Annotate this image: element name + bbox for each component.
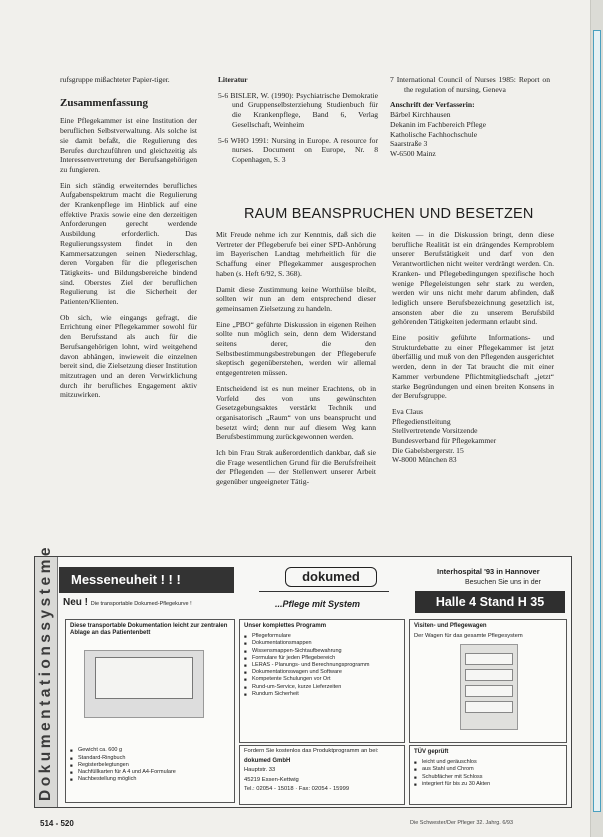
list-item: ■ aus Stahl und Chrom [414,766,562,773]
signature-line: Eva Claus [392,406,424,416]
dokumed-logo: dokumed [285,567,377,587]
next-page-strip [593,30,601,812]
address-line: Bärbel Kirchhausen [390,110,451,120]
messe-banner: Messeneuheit ! ! ! [59,567,234,593]
column-1 [60,75,197,406]
journal-footer: Die Schwester/Der Pfleger 32. Jahrg. 6/93 [410,820,514,826]
contact-intro: Fordern Sie kostenlos das Produktprogramm an bei: [244,748,379,754]
list-item: ■ LERAS - Planungs- und Berechnungsprogramm [244,662,400,669]
binder-image [84,650,204,718]
contact-phone: Tel.: 02054 - 15018 · Fax: 02054 - 15999 [244,786,350,792]
signature-line: Bundesverband für Pflegekammer [392,436,497,446]
cart-drawer [465,685,513,697]
box-heading: Visiten- und Pflegewagen [414,623,487,629]
cart-drawer [465,669,513,681]
contact-city: 45219 Essen-Kettwig [244,776,299,783]
ad-body [59,619,569,805]
neu-label: Neu ! [63,597,88,608]
signature-line: Pflegedienstleitung [392,416,451,426]
ad-side-text: Dokumentationssysteme [37,544,54,801]
ad-box-portable [65,619,235,803]
signature-line: W-8000 München 83 [392,455,457,465]
address-line: W-6500 Mainz [390,148,436,158]
list-item: ■ Nachfüllkarten für A 4 und A4-Formulare [70,769,230,776]
list-item: ■ Schubfächer mit Schloss [414,774,562,781]
list-item: ■ Nachbestellung möglich [70,776,230,783]
literature-heading: Literatur [218,75,248,84]
list-item: ■ integriert für bis zu 30 Akten [414,781,562,788]
list-item: ■ Dokumentationsmappen [244,640,400,647]
list-item: ■ Pflegeformulare [244,633,400,640]
address-line: Katholische Fachhochschule [390,129,478,139]
address-line: Dekanin im Fachbereich Pflege [390,119,486,129]
list-item: ■ Dokumentationswagen und Software [244,669,400,676]
column-4 [216,230,376,493]
article-headline: RAUM BEANSPRUCHEN UND BESETZEN [244,206,534,222]
interhospital-line: Interhospital '93 in Hannover [437,567,540,576]
visit-line: Besuchen Sie uns in der [465,579,541,586]
paragraph: Ein sich ständig erweiterndes berufliches Aufgabenspektrum macht die Regulierung der Krankenpflege im Hinblick auf eine effektive Praxis sowie eine den derzeitigen Anforderungen gerecht werdende Ausbildung erforderlich. Das Regulierungssystem findet in den Kammersatzungen seinen Niederschlag, deren Vorgaben für die pflegerischen Tätigkeits- und Bildungsbereiche bindend sind. Oberstes Ziel der beruflichen Regulierung ist die Sicherheit der Patienten/Klienten. [60,180,197,307]
cart-drawer [465,701,513,713]
column-2-literature [218,75,378,171]
ad-box-contact [239,745,405,805]
column-5 [392,230,554,465]
feature-list [70,747,230,783]
ad-slogan: ...Pflege mit System [275,599,361,609]
page-edge [590,0,603,837]
paragraph: Ob sich, wie eingangs gefragt, die Errichtung einer Pflegekammer sowohl für den Berufsstand als auch für die Berufsangehörigen lohnt, wird weitgehend davon abhängen, inwieweit die einzelnen bereit sind, die Zielsetzung dieser Institution mitzutragen und an deren Verwirklichung durch ihr berufliches Engagement aktiv mitzuwirken. [60,312,197,400]
box-heading: Unser komplettes Programm [244,623,327,629]
advertisement [34,544,572,808]
list-item: ■ Gewicht ca. 600 g [70,747,230,754]
section-heading: Zusammenfassung [60,96,149,109]
feature-list [414,759,562,788]
paragraph: Eine Pflegekammer ist eine Institution der beruflichen Selbstverwaltung. Als solche ist sie damit befaßt, die Regulierung des Berufes durchzuführen und gleichzeitig als Interessenvertretung der Berufsangehörigen zu fungieren. [60,116,197,174]
paragraph: Mit Freude nehme ich zur Kenntnis, daß sich die Vertreter der Pflegeberufe bei einer SPD-Anhörung im Bayerischen Landtag mehrheitlich für die Schaffung einer Pflegekammer ausgesprochen haben (s. Heft 6/92, S. 368). [216,230,376,278]
contact-company: dokumed GmbH [244,757,291,764]
halle-banner: Halle 4 Stand H 35 [415,591,565,613]
list-item: ■ leicht und geräuschlos [414,759,562,766]
box-heading: Diese transportable Dokumentation leicht zur zentralen Ablage an das Patientenbett [70,623,228,637]
address-heading: Anschrift der Verfasserin: [390,100,475,110]
ad-box-program [239,619,405,743]
box-heading: TÜV geprüft [414,749,449,755]
neu-line [63,597,192,608]
column-3-address [390,75,550,159]
reference: 7 International Council of Nurses 1985: Report on the regulation of nursing, Geneva [390,75,550,94]
ad-box-cart [409,619,567,743]
list-item: ■ Rundum Sicherheit [244,691,400,698]
list-item: ■ Wissensmappen-Sichtaufbewahrung [244,648,400,655]
program-list [244,633,400,698]
list-item: ■ Rund-um-Service, kurze Lieferzeiten [244,684,400,691]
paragraph: Eine „PBO“ geführte Diskussion in eigenen Reihen sollte nun möglich sein, denn dem Widerstand seitens derer, die den Selbstbestimmungsbestrebungen der Pflegeberufe skeptisch gegenüberstehen, werden wir allemal entgegentreten müssen. [216,319,376,378]
paragraph: Eine positiv geführte Informations- und Strukturdebatte zu einer Pflegekammer ist jetzt überfällig und muß von den Pflegenden ausgerichtet werden, denn in der Tat braucht die mit einer Kammer verbundene Pflichtmitgliedschaft „jetzt“ starke Begründungen und einen breiten Konsens in der Berufsgruppe. [392,333,554,401]
paragraph: rufsgruppe mißachteter Papier-tiger. [60,75,170,84]
page-number: 514 - 520 [40,819,74,828]
cart-image [460,644,518,730]
paragraph: keiten — in die Diskussion bringt, denn diese berufliche Realität ist ein drängendes Kernproblem unserer Berufstätigkeit und darf von den Verantwortlichen nicht weiter verdrängt werden. Cn. Kranken- und Pflegebedingungen spezifische hoch wenige Pflegeleistungen sehr stark zu werden, werden wir uns nicht mehr darum abfinden, daß lediglich unsere Berufsbezeichnung gesetzlich ist, ansonsten aber die zu unserem Berufsbild gehörenden Tätigkeiten jedermann erlaubt sind. [392,230,554,327]
reference: 5-6 BISLER, W. (1990): Psychiatrische Demokratie und Gruppenselbsterziehung Studienbuch für die Krankenpflege, Band 6, Verlag Gesellschaft, Weinheim [218,90,378,129]
list-item: ■ Registerbelegtungen [70,762,230,769]
box-subheading: Der Wagen für das gesamte Pflegesystem [414,633,523,640]
address-line: Saarstraße 3 [390,139,428,149]
reference: 5-6 WHO 1991: Nursing in Europe. A resource for nurses. Document on Europe, Nr. 8 Copenhagen, S. 3 [218,135,378,164]
signature-block [392,407,554,465]
ad-box-features [409,745,567,805]
signature-line: Stellvertretende Vorsitzende [392,426,478,436]
contact-street: Hauptstr. 33 [244,767,276,773]
neu-subtitle: Die transportable Dokumed-Pflegekurve ! [90,601,192,607]
binder-page [95,657,193,699]
paragraph: Ich bin Frau Strak außerordentlich dankbar, daß sie die Frage wesentlichen Grund für die Berufsfreiheit der Pflegenden — der Stellenwert unserer Arbeit gegenüber ungeeigneter Tätig- [216,448,376,487]
list-item: ■ Formulare für jeden Pflegebereich [244,655,400,662]
list-item: ■ Standard-Ringbuch [70,755,230,762]
ad-header [59,561,569,615]
list-item: ■ Kompetente Schulungen vor Ort [244,676,400,683]
ad-side-banner [35,544,58,807]
cart-drawer [465,653,513,665]
divider [259,591,389,592]
signature-line: Die Gabelsbergerstr. 15 [392,445,464,455]
paragraph: Entscheidend ist es nun meiner Erachtens, ob in Vorfeld des von uns gewünschten Gesetzgebungsaktes verstärkt Technik und organisatorisch „Raum“ von uns beansprucht und besetzt wird; denn nur auf diesem Weg kann Berufsbestimmung zurückgewonnen werden. [216,383,376,442]
paragraph: Damit diese Zustimmung keine Worthülse bleibt, sollten wir nun an dem entsprechend dieser gemeinsamen Zielsetzung zu handeln. [216,284,376,313]
